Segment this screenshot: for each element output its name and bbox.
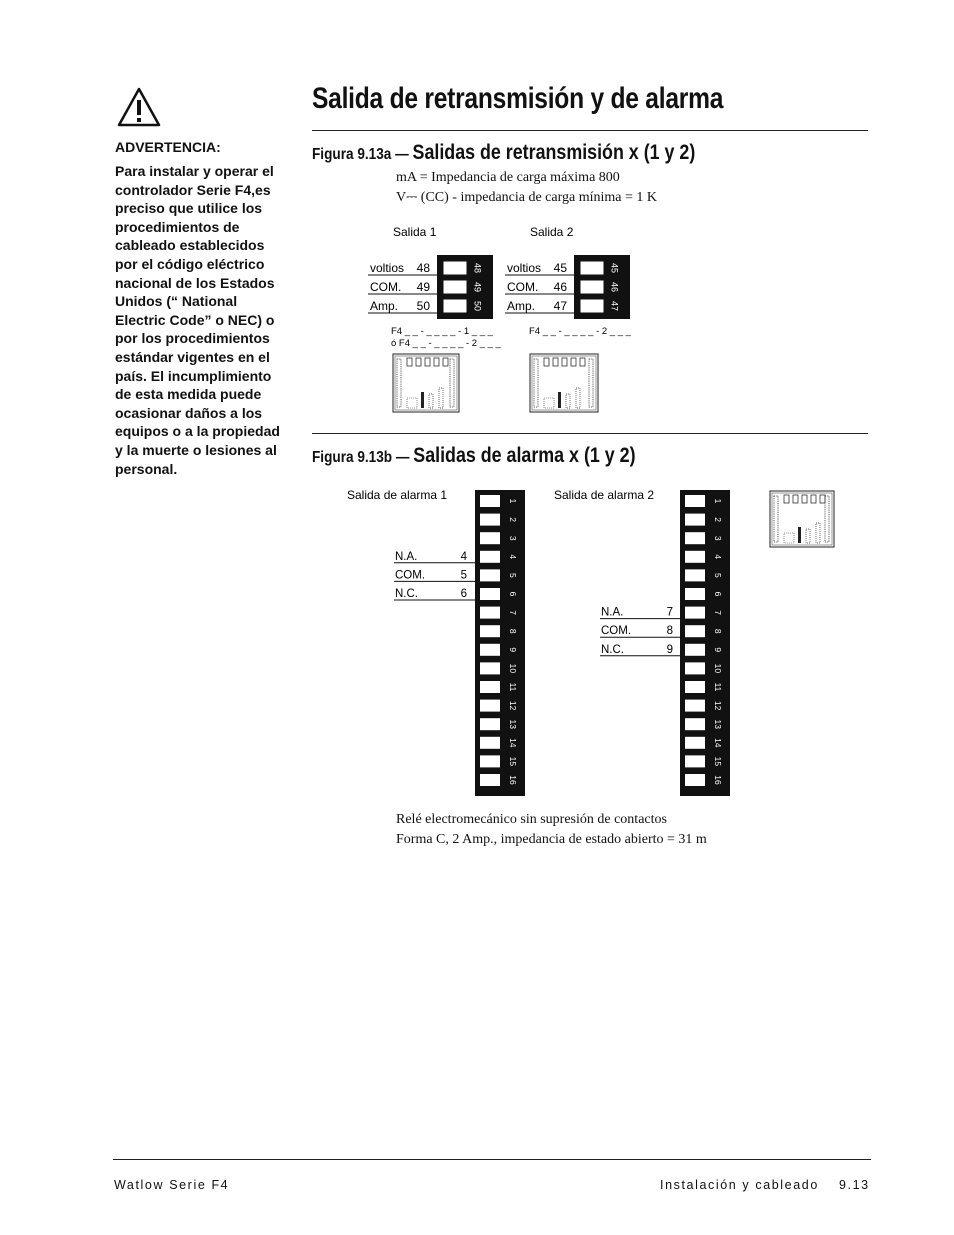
alarm-2-terminal-number: 9 <box>712 647 723 653</box>
warning-line: ocasionar daños a los <box>115 404 263 421</box>
alarm-1-terminal-number: 5 <box>460 569 467 582</box>
alarm-note-2: Forma C, 2 Amp., impedancia de estado abierto = 31 m <box>396 832 707 847</box>
alarm-2-screw <box>685 681 705 693</box>
alarm-1-screw <box>480 662 500 674</box>
alarm-2-terminal-number: 12 <box>712 700 723 711</box>
alarm-1-screw <box>480 607 500 619</box>
alarm-2-title: Salida de alarma 2 <box>554 488 655 502</box>
alarm-2-screw <box>685 569 705 581</box>
alarm-1-terminal-number: 8 <box>507 628 518 634</box>
alarm-1-screw <box>480 532 500 544</box>
alarm-2-screw <box>685 737 705 749</box>
alarm-2-screw <box>685 718 705 730</box>
output-1-label: COM. <box>370 280 402 294</box>
alarm-2-terminal-number: 14 <box>712 738 723 748</box>
warning-line: por los procedimientos <box>115 330 270 347</box>
footer-rule <box>113 1159 871 1160</box>
warning-line: y la muerte o lesiones al <box>115 441 277 458</box>
output-2-terminal-number: 45 <box>553 261 567 275</box>
alarm-2-terminal-number: 4 <box>712 554 723 560</box>
spec-vdc: V⎓ (CC) - impedancia de carga mínima = 1 K <box>396 190 658 205</box>
alarm-2-terminal-number: 8 <box>712 628 723 634</box>
alarm-2-terminal-number: 7 <box>666 606 673 619</box>
output-2-model-1: F4 _ _ - _ _ _ _ - 2 _ _ _ <box>529 326 631 337</box>
alarm-1-terminal-number: 3 <box>507 535 518 541</box>
warning-line: cableado establecidos <box>115 237 265 254</box>
alarm-2-screw <box>685 644 705 656</box>
output-2-block-number: 47 <box>609 300 620 312</box>
alarm-1-screw <box>480 718 500 730</box>
alarm-2-screw <box>685 551 705 563</box>
alarm-2-terminal-number: 9 <box>666 643 673 656</box>
spec-ma: mA = Impedancia de carga máxima 800 <box>396 170 620 185</box>
alarm-1-terminal-number: 6 <box>507 591 518 597</box>
output-1-block-number: 50 <box>472 300 483 312</box>
warning-line: nacional de los Estados <box>115 274 275 291</box>
alarm-1-label: COM. <box>395 569 426 582</box>
alarm-1-terminal-number: 1 <box>507 498 518 504</box>
warning-icon <box>117 87 161 127</box>
figure-b-rule <box>312 433 868 434</box>
footer-section: Instalación y cableado <box>660 1178 819 1192</box>
alarm-1-screw <box>480 588 500 600</box>
figure-b-number: Figura 9.13b — <box>312 449 410 466</box>
alarm-2-terminal-number: 3 <box>712 535 723 541</box>
output-2-controller-outline <box>530 354 598 412</box>
warning-line: procedimientos de <box>115 218 240 235</box>
warning-line: personal. <box>115 460 178 477</box>
alarm-1-screw <box>480 514 500 526</box>
output-2-block-number: 46 <box>609 281 620 293</box>
alarm-diagram <box>340 480 860 805</box>
alarm-1-screw <box>480 737 500 749</box>
output-1-terminal-number: 49 <box>416 280 430 294</box>
warning-line: Electric Code” o NEC) o <box>115 311 275 328</box>
warning-line: preciso que utilice los <box>115 200 263 217</box>
output-1-label: voltios <box>370 261 405 275</box>
figure-b-title: Salidas de alarma x (1 y 2) <box>413 444 636 467</box>
figure-a-caption <box>312 141 695 165</box>
output-1-block-number: 48 <box>472 262 483 274</box>
alarm-2-screw <box>685 774 705 786</box>
alarm-2-terminal-number: 10 <box>712 663 723 674</box>
output-2-terminal-number: 46 <box>553 280 567 294</box>
output-2-screw <box>581 300 603 312</box>
figure-a-title: Salidas de retransmisión x (1 y 2) <box>412 141 696 164</box>
alarm-1-terminal-number: 9 <box>507 647 518 653</box>
retransmission-diagram <box>360 220 660 420</box>
output-1-model-1: F4 _ _ - _ _ _ _ - 1 _ _ _ <box>391 326 493 337</box>
warning-text <box>115 162 280 478</box>
warning-heading: ADVERTENCIA: <box>115 139 221 155</box>
alarm-2-terminal-number: 8 <box>666 625 673 638</box>
alarm-2-terminal-number: 2 <box>712 517 723 522</box>
output-2-label: COM. <box>507 280 539 294</box>
alarm-2-terminal-number: 7 <box>712 610 723 615</box>
warning-line: controlador Serie F4,es <box>115 181 271 198</box>
alarm-1-screw <box>480 700 500 712</box>
alarm-2-screw <box>685 514 705 526</box>
warning-line: por el código eléctrico <box>115 255 265 272</box>
alarm-1-terminal-number: 6 <box>460 588 467 600</box>
output-1-screw <box>444 262 466 274</box>
output-1-screw <box>444 300 466 312</box>
alarm-1-label: N.C. <box>395 588 418 600</box>
warning-line: país. El incumplimiento <box>115 367 272 384</box>
alarm-2-screw <box>685 662 705 674</box>
alarm-2-screw <box>685 625 705 637</box>
warning-line: estándar vigentes en el <box>115 348 270 365</box>
alarm-1-terminal-number: 7 <box>507 610 518 615</box>
alarm-2-label: N.A. <box>601 606 624 619</box>
output-2-terminal-number: 47 <box>553 299 567 313</box>
alarm-note-1: Relé electromecánico sin supresión de contactos <box>396 812 667 827</box>
alarm-1-screw <box>480 681 500 693</box>
output-1-screw <box>444 281 466 293</box>
alarm-1-terminal-number: 13 <box>507 719 518 729</box>
alarm-2-terminal-number: 13 <box>712 719 723 729</box>
alarm-2-terminal-number: 15 <box>712 756 723 767</box>
alarm-1-terminal-number: 4 <box>460 550 467 563</box>
alarm-1-screw <box>480 495 500 507</box>
alarm-1-screw <box>480 551 500 563</box>
alarm-2-terminal-number: 1 <box>712 498 723 504</box>
alarm-1-label: N.A. <box>395 550 418 563</box>
alarm-1-terminal-number: 11 <box>507 682 518 692</box>
alarm-2-terminal-number: 16 <box>712 775 723 785</box>
title-rule <box>312 130 868 131</box>
alarm-2-terminal-number: 5 <box>712 573 723 578</box>
output-1-model-2: ó F4 _ _ - _ _ _ _ - 2 _ _ _ <box>391 338 501 349</box>
footer-left: Watlow Serie F4 <box>114 1178 230 1192</box>
output-1-controller-mark <box>421 392 424 408</box>
alarm-2-screw <box>685 755 705 767</box>
alarm-1-screw <box>480 625 500 637</box>
output-2-label: voltios <box>507 261 542 275</box>
alarm-1-terminal-number: 5 <box>507 573 518 578</box>
output-1-label: Amp. <box>370 299 399 313</box>
output-2-controller-mark <box>558 392 561 408</box>
output-2-block-number: 45 <box>609 262 620 274</box>
alarm-controller-mark <box>798 527 801 543</box>
footer-page: 9.13 <box>839 1178 870 1192</box>
figure-b-caption <box>312 444 636 468</box>
page-title: Salida de retransmisión y de alarma <box>312 82 724 115</box>
alarm-1-terminal-number: 12 <box>507 700 518 711</box>
alarm-1-screw <box>480 569 500 581</box>
warning-line: de esta medida puede <box>115 386 262 403</box>
output-2-screw <box>581 281 603 293</box>
warning-line: equipos o a la propiedad <box>115 423 280 440</box>
figure-a-number: Figura 9.13a — <box>312 146 409 163</box>
alarm-2-terminal-number: 6 <box>712 591 723 597</box>
alarm-1-terminal-number: 14 <box>507 738 518 748</box>
alarm-2-label: COM. <box>601 625 632 638</box>
output-2-screw <box>581 262 603 274</box>
alarm-1-screw <box>480 644 500 656</box>
warning-line: Para instalar y operar el <box>115 163 274 179</box>
alarm-1-terminal-number: 2 <box>507 517 518 522</box>
alarm-1-title: Salida de alarma 1 <box>347 488 448 502</box>
output-1-title: Salida 1 <box>393 225 437 239</box>
alarm-1-terminal-number: 15 <box>507 756 518 767</box>
output-1-terminal-number: 48 <box>416 261 430 275</box>
alarm-1-terminal-number: 16 <box>507 775 518 785</box>
alarm-2-screw <box>685 700 705 712</box>
output-1-block-number: 49 <box>472 281 483 293</box>
alarm-2-screw <box>685 588 705 600</box>
output-2-title: Salida 2 <box>530 225 574 239</box>
alarm-2-terminal-number: 11 <box>712 682 723 692</box>
output-2-label: Amp. <box>507 299 536 313</box>
alarm-1-terminal-number: 4 <box>507 554 518 560</box>
warning-line: Unidos (“ National <box>115 293 238 310</box>
output-1-controller-outline <box>393 354 459 412</box>
alarm-1-screw <box>480 755 500 767</box>
alarm-2-screw <box>685 532 705 544</box>
alarm-2-label: N.C. <box>601 643 624 656</box>
alarm-1-screw <box>480 774 500 786</box>
alarm-2-screw <box>685 495 705 507</box>
alarm-2-screw <box>685 607 705 619</box>
alarm-1-terminal-number: 10 <box>507 663 518 674</box>
output-1-terminal-number: 50 <box>416 299 430 313</box>
